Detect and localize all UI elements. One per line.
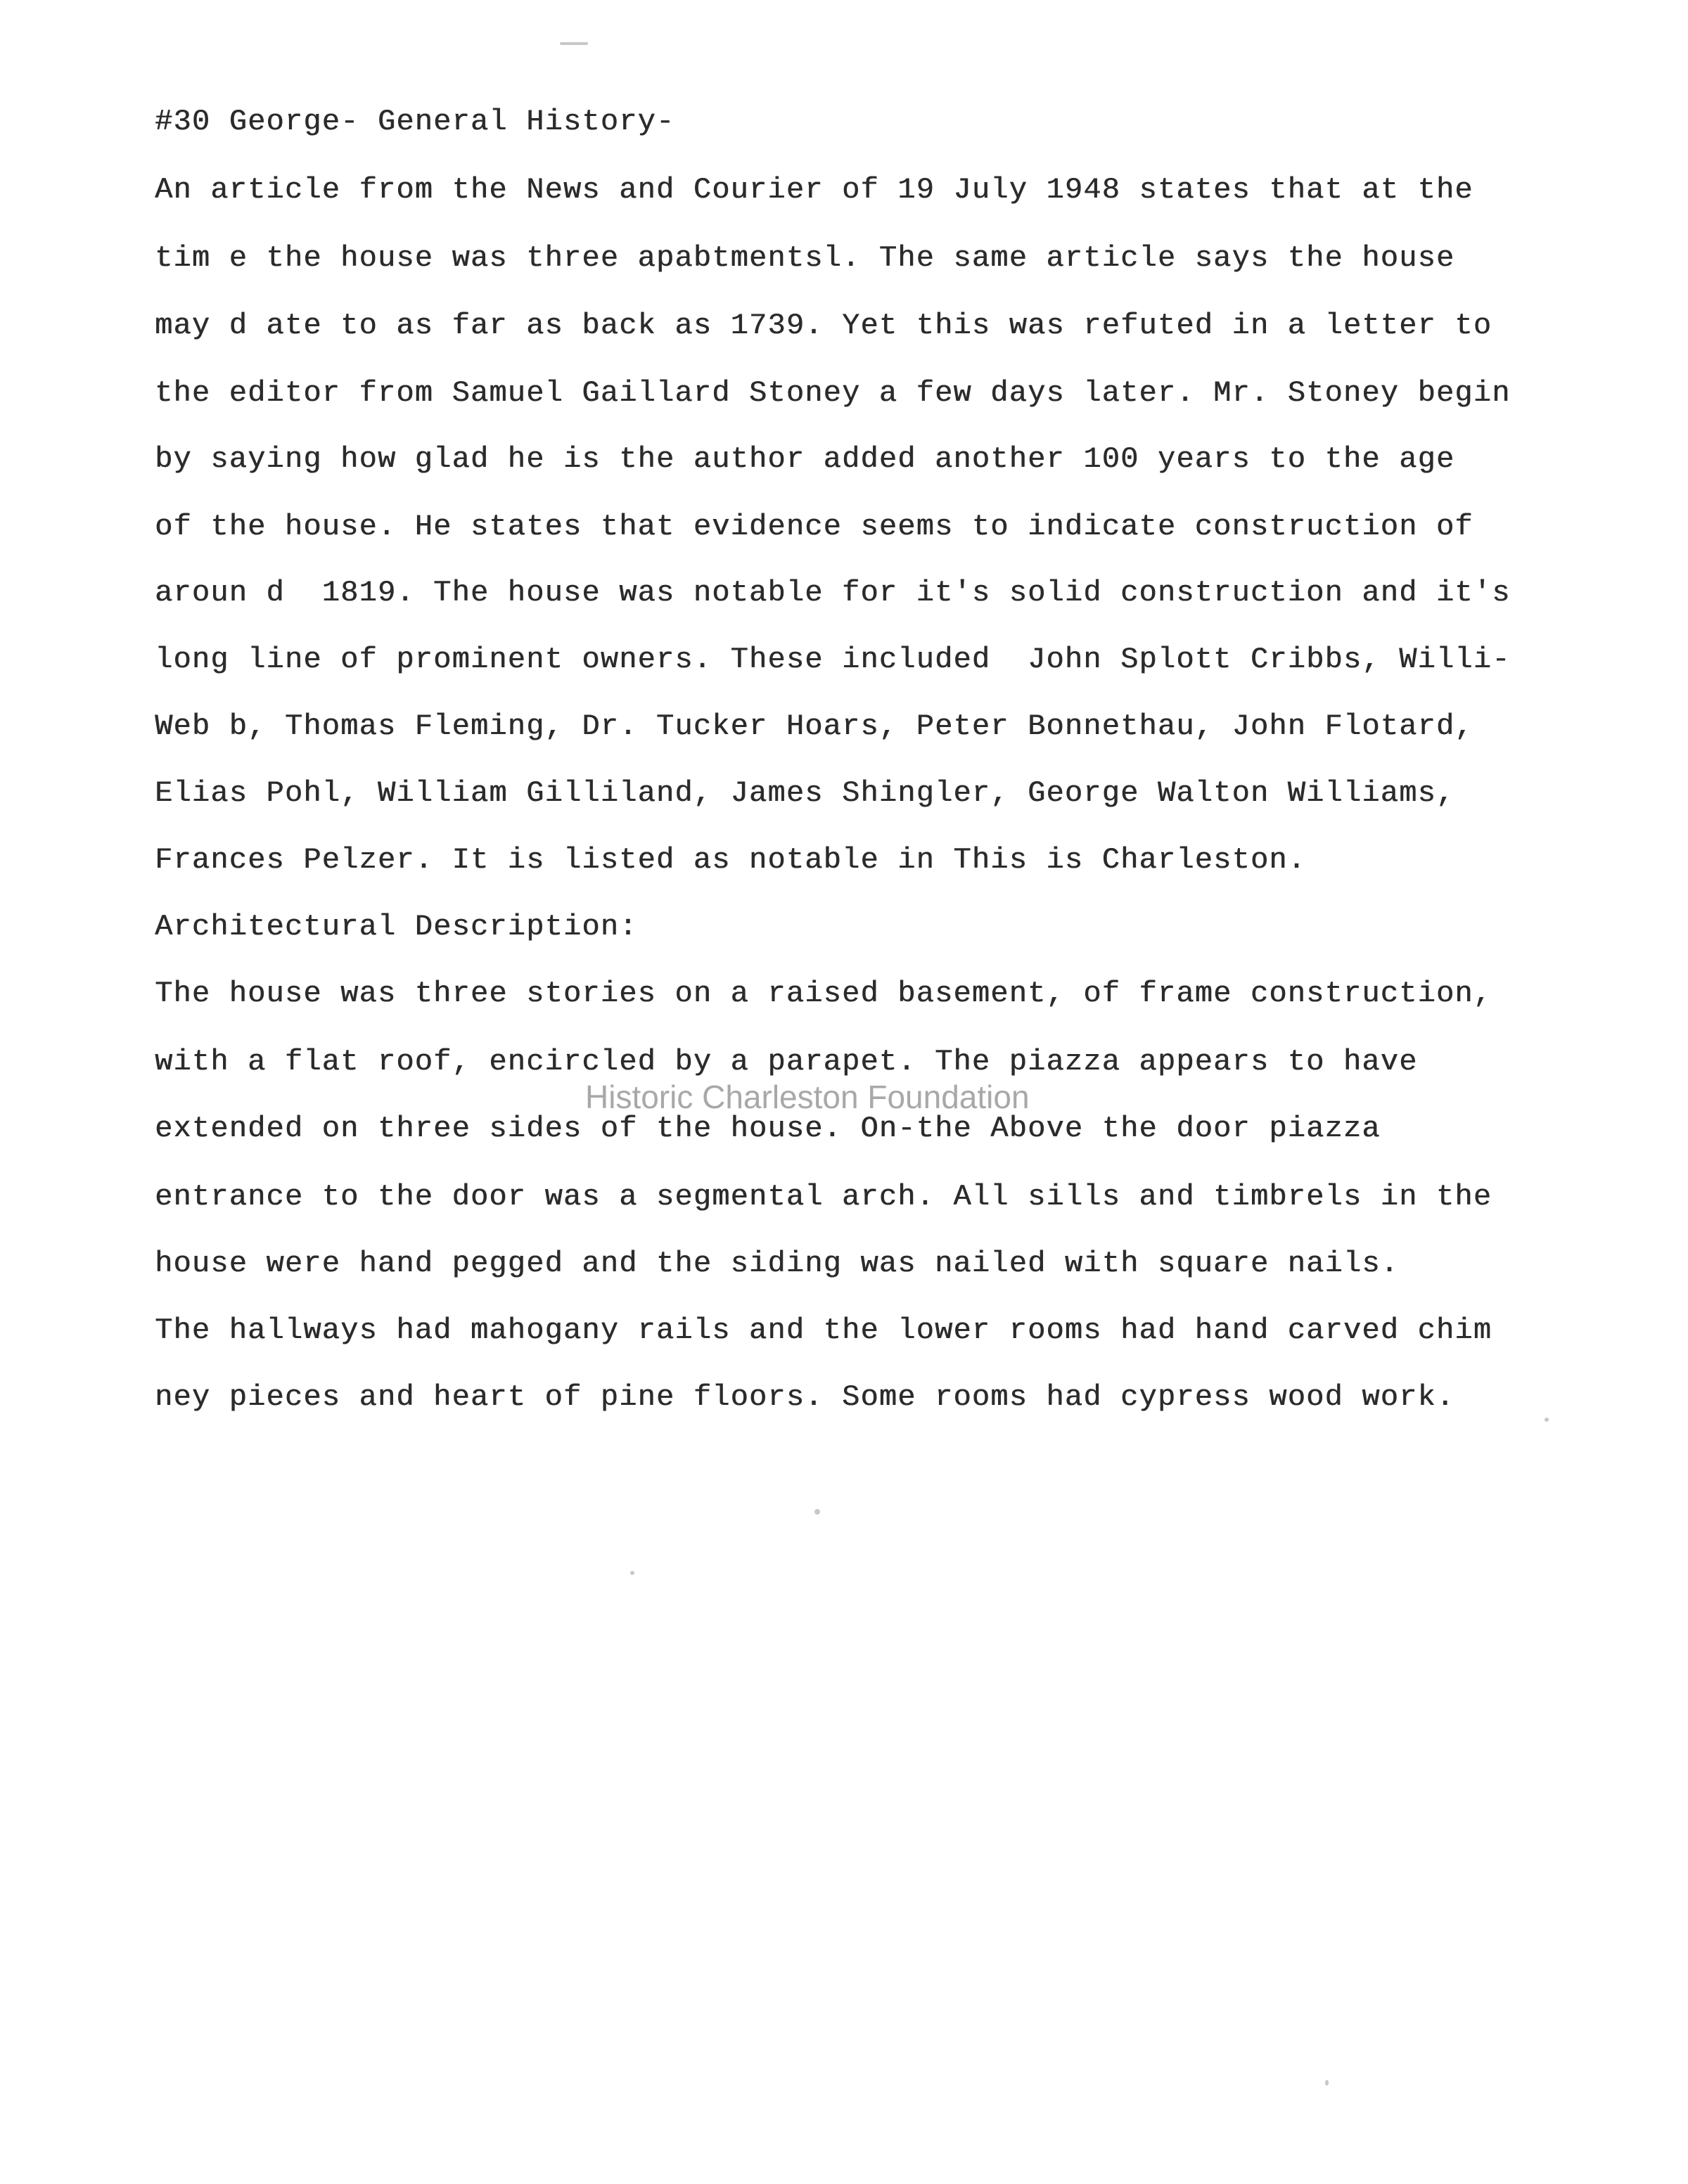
body-line: tim e the house was three apabtmentsl. The same article says the house bbox=[155, 241, 1455, 275]
body-line: Web b, Thomas Fleming, Dr. Tucker Hoars, Peter Bonnethau, John Flotard, bbox=[155, 709, 1473, 743]
body-line: house were hand pegged and the siding was nailed with square nails. bbox=[155, 1247, 1400, 1280]
body-line: the editor from Samuel Gaillard Stoney a few days later. Mr. Stoney begin bbox=[155, 376, 1511, 410]
scan-speck bbox=[1325, 2080, 1329, 2086]
scan-speck bbox=[560, 42, 588, 45]
body-line: may d ate to as far as back as 1739. Yet this was refuted in a letter to bbox=[155, 309, 1492, 342]
scan-speck bbox=[1545, 1418, 1549, 1422]
document-heading: #30 George- General History- bbox=[155, 105, 675, 139]
scan-speck bbox=[630, 1571, 634, 1575]
body-line: of the house. He states that evidence seems to indicate construction of bbox=[155, 510, 1473, 544]
body-line: Frances Pelzer. It is listed as notable in This is Charleston. bbox=[155, 843, 1307, 877]
body-line: extended on three sides of the house. On-the Above the door piazza bbox=[155, 1112, 1381, 1145]
body-line: by saying how glad he is the author added another 100 years to the age bbox=[155, 442, 1455, 476]
body-line: Elias Pohl, William Gilliland, James Shingler, George Walton Williams, bbox=[155, 776, 1455, 810]
section-heading: Architectural Description: bbox=[155, 910, 638, 944]
body-line: entrance to the door was a segmental arch. All sills and timbrels in the bbox=[155, 1180, 1492, 1214]
body-line: ney pieces and heart of pine floors. Some rooms had cypress wood work. bbox=[155, 1380, 1455, 1414]
body-line: long line of prominent owners. These included John Splott Cribbs, Willi- bbox=[155, 643, 1511, 676]
body-line: with a flat roof, encircled by a parapet. The piazza appears to have bbox=[155, 1045, 1418, 1079]
body-line: The hallways had mahogany rails and the lower rooms had hand carved chim bbox=[155, 1313, 1492, 1347]
scan-speck bbox=[814, 1509, 820, 1515]
watermark: Historic Charleston Foundation bbox=[585, 1079, 1030, 1115]
body-line: aroun d 1819. The house was notable for it's solid construction and it's bbox=[155, 576, 1511, 610]
body-line: An article from the News and Courier of 19 July 1948 states that at the bbox=[155, 173, 1473, 207]
body-line: The house was three stories on a raised basement, of frame construction, bbox=[155, 977, 1492, 1010]
